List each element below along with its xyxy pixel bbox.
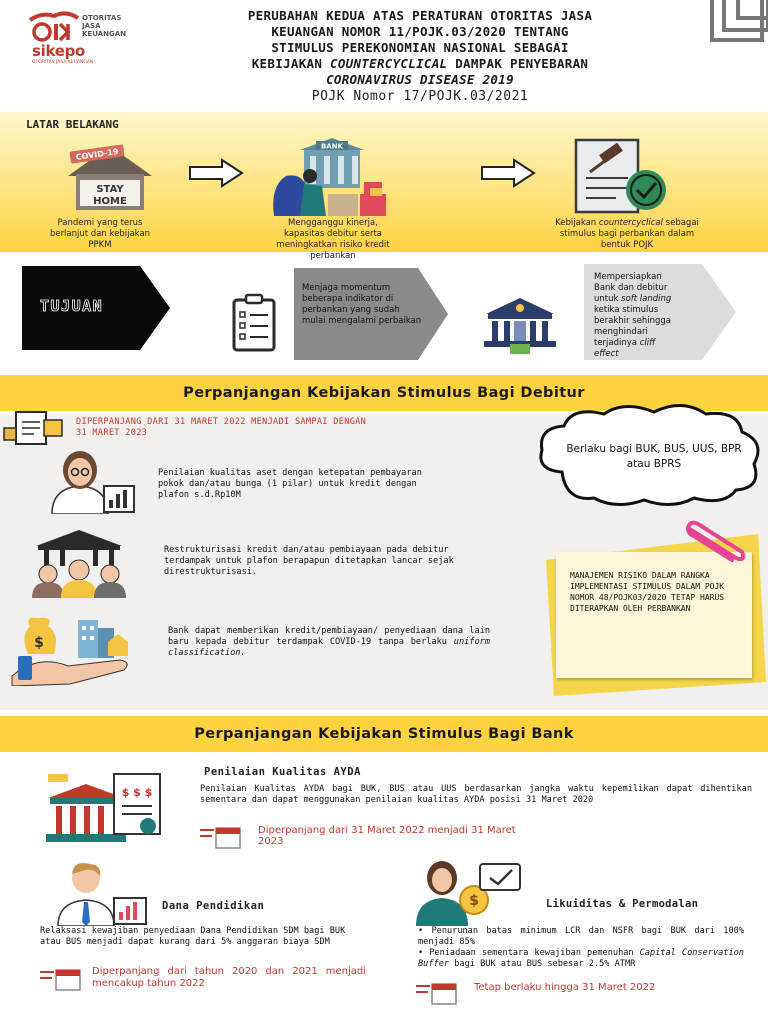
- calendar-document-icon: [2, 410, 64, 446]
- analyst-woman-icon: [38, 450, 138, 514]
- sticky-note-text: MANAJEMEN RISIKO DALAM RANGKA IMPLEMENTASI STIMULUS DALAM POJK NOMOR 48/POJK03/2020 TETAP HARUS DITERAPKAN OLEH PERBANKAN: [570, 571, 725, 613]
- dana-title: Dana Pendidikan: [162, 900, 265, 912]
- dana-extend: Diperpanjang dari tahun 2020 dan 2021 menjadi mencakup tahun 2022: [92, 966, 366, 989]
- bank-band: [0, 716, 768, 752]
- ayda-extend: Diperpanjang dari 31 Maret 2022 menjadi 31 Maret 2023: [258, 825, 516, 847]
- latar-belakang-label: LATAR BELAKANG: [26, 118, 119, 131]
- calendar-icon: [38, 966, 84, 992]
- stay-text: STAY: [96, 184, 124, 195]
- sikepo-wordmark: sikepo: [32, 42, 86, 60]
- likuid-bullet-1: • Penurunan batas minimum LCR dan NSFR bagi BUK dari 100% menjadi 85%: [418, 926, 744, 947]
- svg-text:$: $: [34, 635, 44, 651]
- likuid-bullet-2: • Peniadaan sementara kewajiban pemenuhan Capital Conservation Buffer bagi BUK atau BUS sebesar 2.5% ATMR: [418, 948, 744, 969]
- title-line-5: CORONAVIRUS DISEASE 2019: [326, 72, 514, 87]
- debitur-item-3: Bank dapat memberikan kredit/pembiayaan/ penyediaan dana lain baru kepada debitur terdampak COVID-19 tanpa berlaku uniform classification.: [168, 626, 490, 658]
- svg-text:$: $: [469, 893, 479, 909]
- ojk-logo: [28, 10, 148, 46]
- latar-caption-2: Mengganggu kinerja, kapasitas debitur serta meningkatkan risiko kredit perbankan: [276, 218, 390, 261]
- man-chart-icon: [56, 862, 152, 926]
- woman-money-icon: [410, 860, 526, 926]
- money-hand-icon: [8, 612, 138, 686]
- ojk-name: [82, 14, 126, 38]
- bank-worry-icon: [264, 136, 394, 218]
- bank-building-icon: [480, 296, 560, 356]
- likuid-title: Likuiditas & Permodalan: [546, 898, 699, 910]
- debitur-extend-note: DIPERPANJANG DARI 31 MARET 2022 MENJADI SAMPAI DENGAN 31 MARET 2023: [76, 417, 367, 438]
- debitur-item-1: Penilaian kualitas aset dengan ketepatan pembayaran pokok dan/atau bunga (1 pilar) untuk kredit dengan plafon s.d.Rp10M: [158, 468, 422, 500]
- bank-band-title: Perpanjangan Kebijakan Stimulus Bagi Bank: [194, 726, 574, 742]
- page-subtitle: POJK Nomor 17/POJK.03/2021: [311, 89, 529, 104]
- arrow-right-icon: [480, 158, 536, 188]
- ayda-text: Penilaian Kualitas AYDA bagi BUK, BUS atau UUS berdasarkan jangka waktu kepemilikan dapat dihentikan sementara dan dapat menggunakan penilaian kualitas AYDA posisi 31 Maret 2020: [200, 784, 752, 805]
- latar-caption-3: Kebijakan countercyclical sebagai stimulus bagi perbankan dalam bentuk POJK: [555, 218, 699, 250]
- tujuan-text-2: Mempersiapkan Bank dan debitur untuk soft landing ketika stimulus berakhir sehingga menghindari terjadinya cliff effect: [594, 272, 672, 359]
- title-line-3: STIMULUS PEREKONOMIAN NASIONAL SEBAGAI: [271, 40, 569, 55]
- sikepo-subtitle: OTORITAS JASA KEUANGAN: [32, 60, 94, 65]
- calendar-icon: [414, 980, 460, 1006]
- tujuan-label: TUJUAN: [40, 297, 104, 315]
- page-title: [150, 8, 690, 88]
- home-text: HOME: [93, 196, 127, 207]
- ojk-line-1: OTORITAS: [82, 14, 122, 22]
- dana-text: Relaksasi kewajiban penyediaan Dana Pendidikan SDM bagi BUK atau BUS menjadi dapat kurang dari 5% anggaran biaya SDM: [40, 926, 346, 947]
- corner-squares-icon: [706, 0, 768, 52]
- bank-sign: BANK: [320, 142, 344, 151]
- dollar-signs: $ $ $: [121, 786, 153, 799]
- debitur-item-2: Restrukturisasi kredit dan/atau pembiayaan pada debitur terdampak untuk plafon berapapun ditetapkan lancar sejak direstrukturisasi.: [164, 545, 454, 577]
- bank-crowd-icon: [22, 528, 136, 598]
- paperclip-icon: [680, 514, 750, 566]
- covid-tag: COVID-19: [75, 147, 119, 162]
- ayda-title: Penilaian Kualitas AYDA: [204, 766, 361, 778]
- sikepo-logo: [32, 42, 132, 65]
- arrow-right-icon: [188, 158, 244, 188]
- likuid-extend: Tetap berlaku hingga 31 Maret 2022: [474, 982, 656, 993]
- title-line-4: KEBIJAKAN COUNTERCYCLICAL DAMPAK PENYEBARAN: [251, 56, 589, 71]
- cloud-text: Berlaku bagi BUK, BUS, UUS, BPR atau BPRS: [566, 443, 742, 470]
- calendar-icon: [198, 824, 244, 850]
- title-line-1: PERUBAHAN KEDUA ATAS PERATURAN OTORITAS JASA: [247, 8, 593, 23]
- ojk-line-3: KEUANGAN: [82, 30, 126, 38]
- title-line-2: KEUANGAN NOMOR 11/POJK.03/2020 TENTANG: [271, 24, 569, 39]
- clipboard-checklist-icon: [220, 290, 290, 354]
- ojk-logo-mark-icon: [28, 10, 80, 44]
- likuid-bullets: [418, 926, 744, 970]
- latar-caption-1: Pandemi yang terus berlanjut dan kebijakan PPKM: [49, 218, 151, 250]
- stay-home-icon: [60, 140, 160, 212]
- debitur-band-title: Perpanjangan Kebijakan Stimulus Bagi Debitur: [183, 385, 585, 401]
- tujuan-text-1: Menjaga momentum beberapa indikator di perbankan yang sudah mulai mengalami perbaikan: [302, 283, 422, 326]
- ojk-line-2: JASA: [82, 22, 101, 30]
- gavel-document-icon: [570, 138, 670, 216]
- bank-certificate-icon: [44, 766, 168, 846]
